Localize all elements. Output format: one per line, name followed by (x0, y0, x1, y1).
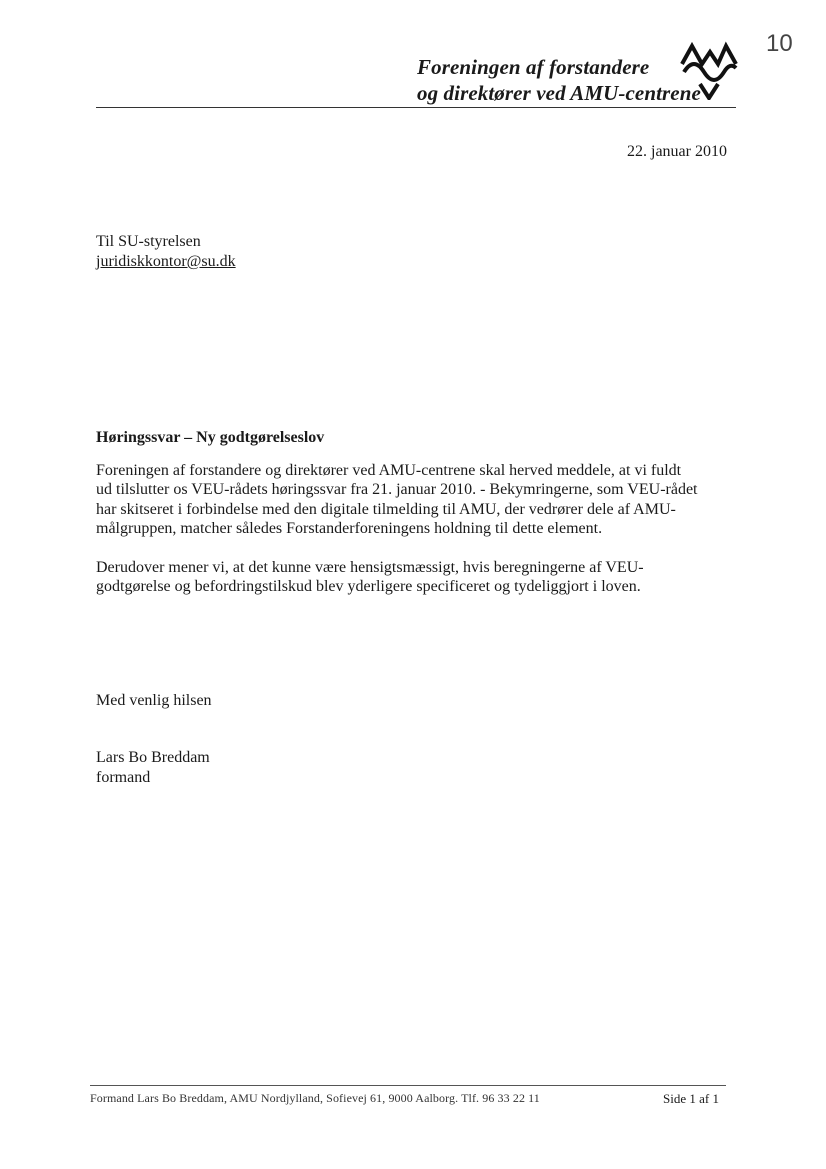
amu-wave-logo-icon (680, 40, 738, 100)
paragraph-line: målgruppen, matcher således Forstanderforeningens holdning til dette element. (96, 520, 603, 538)
org-name-line-2: og direktører ved AMU-centrene (417, 81, 701, 105)
paragraph-line: Derudover mener vi, at det kunne være hensigtsmæssigt, hvis beregningerne af VEU- (96, 559, 644, 576)
body-paragraph-1 (96, 461, 698, 539)
signature-name: Lars Bo Breddam (96, 749, 210, 766)
paragraph-line: ud tilslutter os VEU-rådets høringssvar fra 21. januar 2010. - Bekymringerne, som VEU-rådet (96, 481, 698, 499)
footer-divider (90, 1085, 726, 1086)
footer-contact: Formand Lars Bo Breddam, AMU Nordjylland, Sofievej 61, 9000 Aalborg. Tlf. 96 33 22 11 (90, 1091, 540, 1105)
handwritten-page-number: 10 (766, 30, 793, 57)
signature-title: formand (96, 769, 151, 786)
recipient-name: Til SU-styrelsen (96, 233, 201, 250)
org-name-line-1: Foreningen af forstandere (417, 55, 650, 79)
letter-date: 22. januar 2010 (627, 143, 727, 160)
footer-page-indicator: Side 1 af 1 (663, 1091, 719, 1106)
letter-subject: Høringssvar – Ny godtgørelseslov (96, 429, 325, 446)
body-paragraph-2 (96, 558, 644, 597)
paragraph-line: har skitseret i forbindelse med den digitale tilmelding til AMU, der vedrører dele af AMU- (96, 500, 676, 518)
header-divider (96, 107, 736, 108)
paragraph-line: Foreningen af forstandere og direktører ved AMU-centrene skal herved meddele, at vi fuldt (96, 462, 682, 479)
closing-salutation: Med venlig hilsen (96, 692, 212, 709)
paragraph-line: godtgørelse og befordringstilskud blev yderligere specificeret og tydeliggjort i loven. (96, 578, 641, 596)
recipient-email-link[interactable]: juridiskkontor@su.dk (96, 253, 236, 270)
